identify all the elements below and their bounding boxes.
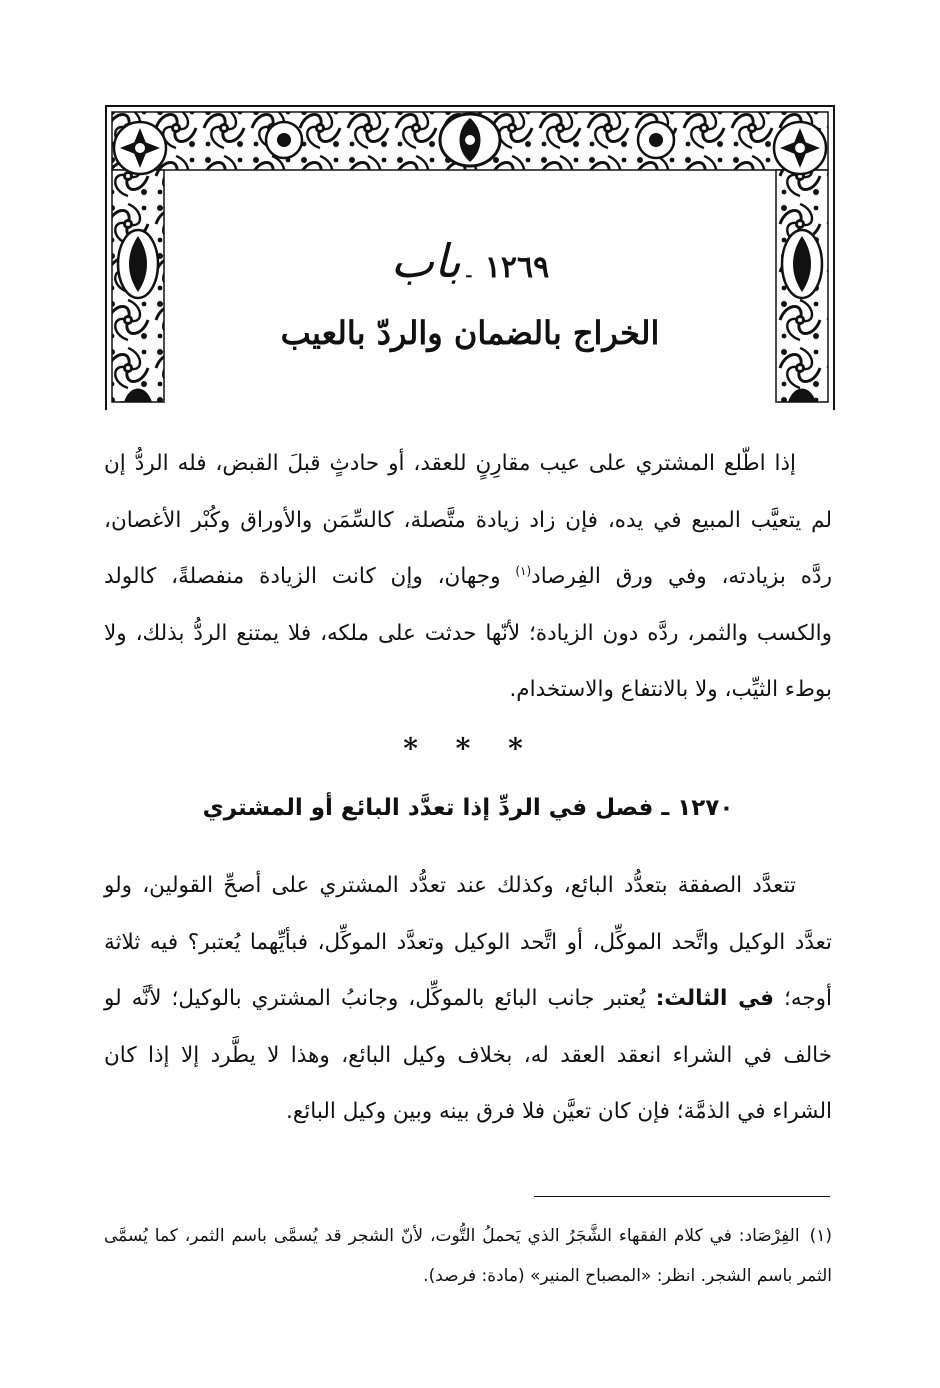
section2-paragraph bbox=[104, 858, 832, 1141]
section2-text-end: يُعتبر جانب البائع بالموكِّل، وجانبُ المشتري بالوكيل؛ لأنَّه لو خالف في الشراء انعقد العقد له، بخلاف وكيل البائع، وهذا لا يطَّرد إلا إذا كان الشراء في الذمَّة؛ فإن كان تعيَّن فلا فرق بينه وبين وكيل البائع. bbox=[104, 986, 832, 1124]
chapter-number: ١٢٦٩ bbox=[484, 250, 550, 285]
section2-bold-phrase: في الثالث: bbox=[655, 986, 774, 1011]
section2-heading: ١٢٧٠ ـ فصل في الردِّ إذا تعدَّد البائع أو المشتري bbox=[202, 795, 734, 821]
footnote-text: الفِرْصَاد: في كلام الفقهاء الشَّجَرُ الذي يَحملُ التُّوت، لأنّ الشجر قد يُسمَّى باسم الثمر، كما يُسمَّى الثمر باسم الشجر. انظر: «المصباح المنير» (مادة: فرصد). bbox=[104, 1226, 832, 1286]
section1-text: إذا اطّلع المشتري على عيب مقارِنٍ للعقد، أو حادثٍ قبلَ القبض، فله الردُّ إن لم يتعيَّب المبيع في يده، فإن زاد زيادة متَّصلة، كالسِّمَن والأوراق وكُبْر الأغصان، ردَّه بزيادته، وفي ورق الفِرصاد bbox=[104, 451, 833, 589]
section1-text-rest: وجهان، وإن كانت الزيادة منفصلةً، كالولد والكسب والثمر، ردَّه دون الزيادة؛ لأنّها حدثت على ملكه، فلا يمتنع الردُّ بذلك، ولا بوطء الثيِّب، ولا بالانتفاع والاستخدام. bbox=[104, 564, 832, 702]
section1-body bbox=[104, 436, 832, 719]
chapter-word: باب bbox=[390, 234, 461, 288]
ornamental-header-frame bbox=[104, 104, 836, 410]
footnote-reference[interactable]: (١) bbox=[515, 563, 532, 578]
section-separator: * * * bbox=[403, 732, 537, 765]
footnote-marker: (١) bbox=[809, 1226, 832, 1246]
footnote-divider bbox=[534, 1196, 830, 1197]
section1-paragraph bbox=[104, 436, 832, 719]
chapter-dash: ـ bbox=[466, 262, 472, 281]
footnote-paragraph bbox=[104, 1216, 832, 1296]
footnote bbox=[104, 1216, 832, 1296]
chapter-heading bbox=[104, 234, 836, 288]
section2-body bbox=[104, 858, 832, 1141]
chapter-title: الخراج بالضمان والردّ بالعيب bbox=[280, 314, 660, 352]
section2-text-start: تتعدَّد الصفقة بتعدُّد البائع، وكذلك عند تعدُّد المشتري على أصحِّ القولين، ولو تعدَّد الوكيل واتَّحد الموكِّل، أو اتَّحد الوكيل وتعدَّد الموكِّل، فبأيِّهما يُعتبر؟ فيه ثلاثة أوجه؛ bbox=[104, 873, 832, 1011]
